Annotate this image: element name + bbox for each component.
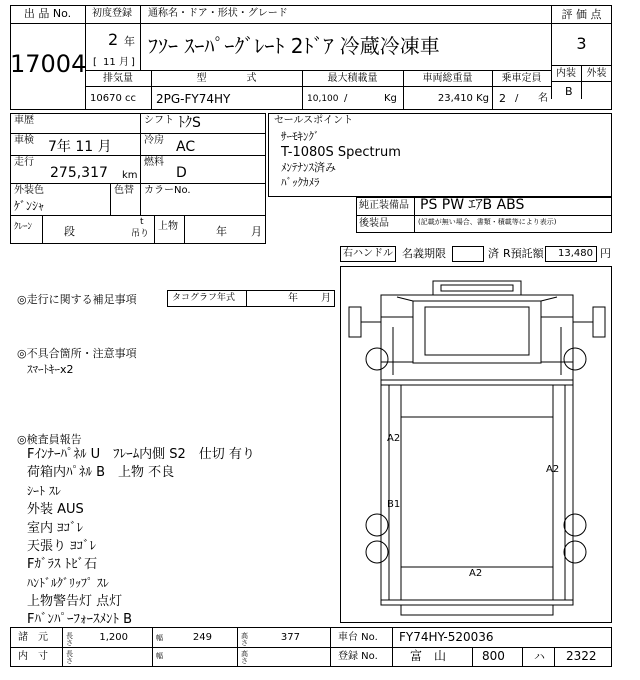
sales-point-line: ﾊﾞｯｸｶﾒﾗ [281, 176, 320, 189]
inspector-line: Fｲﾝﾅｰﾊﾟﾈﾙ U ﾌﾚｰﾑ内側 S2 仕切 有り [27, 447, 255, 462]
crane-tons-unit: t [140, 217, 144, 227]
ac-label: 冷房 [144, 135, 164, 146]
lot-label: 出 品 No. [23, 7, 72, 20]
front-grille [441, 285, 513, 291]
plate-region: 富 山 [410, 649, 447, 663]
gross-weight-label: 車両総重量 [422, 73, 473, 84]
plate-class: 800 [482, 649, 505, 663]
height-value: 377 [280, 632, 300, 643]
left-mirror [349, 307, 361, 337]
width-label: 幅 [156, 634, 163, 642]
aftermarket-note: (記載が無い場合、書類・積載等により表示) [418, 218, 557, 226]
inspector-line: 天張り ﾖｺﾞﾚ [27, 539, 97, 554]
model-value: 2PG-FY74HY [156, 92, 231, 106]
inspector-line: ｼｰﾄ ｽﾚ [27, 484, 61, 498]
recycle-label: R預託額 [503, 247, 544, 260]
length-label-2: 長さ [66, 650, 73, 665]
rear-bumper [401, 605, 553, 615]
lift-month: 月 [251, 225, 262, 238]
inspector-line: 上物警告灯 点灯 [27, 594, 123, 609]
rear-right-wheel-2 [564, 541, 586, 563]
capacity-value: 10,100 [307, 94, 339, 104]
name-change-label: 名義期限 [402, 247, 446, 260]
front-bumper [433, 281, 521, 295]
shift-label: シフト [144, 115, 174, 126]
exterior-grade-label: 外装 [586, 68, 607, 79]
width-label-2: 幅 [156, 652, 163, 660]
truck-diagram [340, 266, 612, 623]
model-label: 型 式 [196, 73, 257, 84]
inspector-label: ◎検査員報告 [17, 433, 82, 446]
color-change-label: 色替 [114, 185, 134, 196]
ext-color-label: 外装色 [14, 185, 44, 196]
sales-points-label: セールスポイント [274, 115, 354, 126]
recycle-unit: 円 [600, 247, 611, 260]
first-reg-month-unit: 月 [119, 57, 129, 68]
color-number-label: カラーNo. [144, 185, 191, 196]
chassis-label: 車台 No. [338, 632, 378, 643]
interior-grade-label: 内装 [556, 68, 576, 79]
inspector-line: 荷箱内ﾊﾟﾈﾙ B 上物 不良 [27, 465, 175, 480]
fuel-value: D [176, 165, 187, 181]
rear-left-wheel-2 [366, 541, 388, 563]
displacement-value: 10670 cc [90, 93, 136, 104]
bracket-close: ] [131, 57, 135, 68]
sales-point-line: ｻｰﾓｷﾝｸﾞ [281, 130, 320, 143]
rear-right-wheel-1 [564, 514, 586, 536]
tacho-year: 年 [288, 293, 298, 304]
front-left-wheel [366, 348, 388, 370]
damage-mark: A2 [469, 568, 483, 579]
crane-tons: 吊り [131, 229, 150, 239]
genuine-equipment-label: 純正装備品 [359, 200, 409, 211]
height-label: 高さ [241, 632, 248, 647]
passengers-separator: / [515, 93, 519, 104]
rear-left-wheel-1 [366, 514, 388, 536]
right-mirror [593, 307, 605, 337]
lot-number: 17004 [10, 50, 87, 78]
rhd-label: 右ハンドル [343, 248, 393, 259]
passengers-unit: 名 [538, 93, 548, 104]
cab-roof [413, 301, 541, 363]
inspector-line: Fﾊﾞﾝﾊﾟｰﾌｫｰｽﾒﾝﾄ B [27, 612, 133, 627]
damage-mark: A2 [546, 464, 560, 475]
interior-grade-value: B [565, 85, 573, 98]
bracket-open: [ [93, 57, 97, 68]
inspector-line: Fｶﾞﾗｽ ﾄﾋﾞ石 [27, 557, 98, 572]
plate-kana: ハ [534, 650, 545, 663]
crane-steps: 段 [64, 225, 75, 238]
passengers-value: 2 [499, 92, 506, 105]
aftermarket-label: 後装品 [359, 218, 389, 229]
damage-mark: B1 [387, 499, 401, 510]
plate-label: 登録 No. [338, 651, 378, 662]
width-value: 249 [192, 632, 212, 643]
sales-point-line: T-1080S Spectrum [281, 145, 401, 160]
front-right-wheel [564, 348, 586, 370]
sales-point-line: ﾒﾝﾃﾅﾝｽ済み [281, 161, 336, 174]
first-registration-label: 初度登録 [92, 8, 132, 19]
inspector-line: 室内 ﾖｺﾞﾚ [27, 521, 84, 536]
height-label-2: 高さ [241, 650, 248, 665]
capacity-unit: Kg [384, 93, 397, 104]
recycle-value: 13,480 [558, 248, 593, 259]
lift-year: 年 [216, 225, 227, 238]
interior-dims-label: 内 寸 [18, 651, 48, 662]
length-label: 長さ [66, 632, 73, 647]
fuel-label: 燃料 [144, 157, 164, 168]
ext-color-value: ｹﾞﾝｼｬ [14, 199, 45, 213]
capacity-label: 最大積載量 [327, 73, 378, 84]
plate-number: 2322 [566, 649, 597, 663]
capacity-separator: / [344, 93, 348, 104]
cab-outline [381, 295, 573, 380]
name-change-box [452, 246, 484, 262]
grade-label: 評 価 点 [561, 8, 602, 21]
inspection-value: 7年 11 月 [48, 139, 112, 155]
crane-label: ｸﾚｰﾝ [14, 222, 33, 232]
shift-value: ﾄｸS [178, 115, 201, 131]
first-reg-month: 11 [103, 57, 116, 68]
passengers-label: 乗車定員 [501, 73, 542, 84]
chassis-value: FY74HY-520036 [399, 630, 494, 644]
defects-label: ◎不具合箇所・注意事項 [17, 347, 137, 360]
recycle-prefix: 済 [488, 247, 499, 260]
damage-mark: A2 [387, 433, 401, 444]
mileage-label: 走行 [14, 157, 34, 168]
gross-weight-value: 23,410 Kg [437, 93, 489, 104]
lift-label: 上物 [158, 221, 178, 232]
displacement-label: 排気量 [103, 73, 133, 84]
driving-notes-label: ◎走行に関する補足事項 [17, 293, 137, 306]
inspector-line: 外装 AUS [27, 502, 84, 517]
length-value: 1,200 [99, 632, 128, 643]
dims-label: 諸 元 [18, 632, 48, 643]
first-reg-year-unit: 年 [124, 35, 135, 48]
windshield [425, 307, 529, 355]
mileage-value: 275,317 [50, 165, 108, 181]
vehicle-name-label: 通称名・ドア・形状・グレード [148, 8, 288, 19]
mileage-unit: km [122, 170, 138, 181]
tacho-month: 月 [321, 293, 331, 304]
defect-line: ｽﾏｰﾄｷｰx2 [27, 363, 74, 376]
ac-value: AC [176, 139, 196, 155]
inspector-line: ﾊﾝﾄﾞﾙｸﾞﾘｯﾌﾟ ｽﾚ [27, 576, 109, 590]
first-reg-year: 2 [108, 30, 119, 49]
vehicle-name: ﾌｿｰ ｽｰﾊﾟｰｸﾞﾚｰﾄ 2ﾄﾞｱ 冷蔵冷凍車 [148, 34, 440, 58]
genuine-equipment-value: PS PW ｴｱB ABS [420, 197, 525, 213]
history-label: 車歴 [14, 115, 34, 126]
grade-value: 3 [576, 34, 587, 53]
inspection-label: 車検 [14, 135, 34, 146]
tacho-label: タコグラフ年式 [172, 293, 236, 303]
